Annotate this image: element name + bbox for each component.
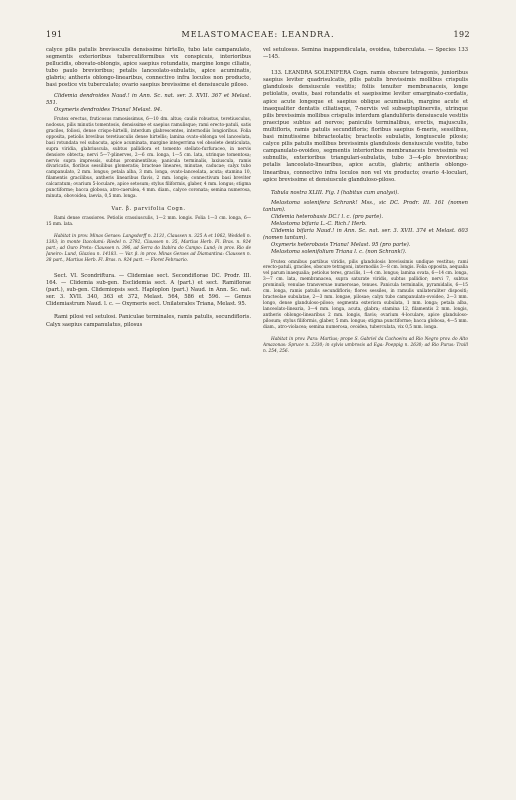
right-column (263, 47, 468, 800)
page-header (46, 30, 470, 42)
synonym-clidemia-bifaria: Clidemia bifaria Naud.! in Ann. Sc. nat. ser. 3. XVII. 374 et Melast. 603 (nomen tantum). (263, 228, 468, 242)
synonym-clidemia-heterobasis: Clidemia heterobasis DC.! l. c. (pro parte). (271, 213, 384, 220)
species-detailed-description: Frutex omnibus partibus viridis, pilis glandulosis brevissimis undique vestitus; rami erecto-patuli, graciles, obscure tetragoni, internodiis 3—8 cm. longis. Folia opposita, aequalia vel parum inaequalia; petiolus teres, gracilis, 1—4 cm. longus; lamina ovata, 6—14 cm. longa, 3—7 cm. lata, membranacea, supra saturate viridis, subtus pallidior; nervi 7, subtus prominuli; venulae transversae numerosae, tenues. Panicula terminalis, pyramidalis, 6—15 cm. longa, ramis patulis secundifloris; flores sessiles, in ramulis unilateraliter dispositi; bracteolae subulatae, 2—3 mm. longae, pilosae; calyx tubo campanulato-ovoideo, 2—3 mm. longo, dense glanduloso-piloso; segmenta exteriora subulata, 1 mm. longa; petala alba, lanceolato-linearia, 3—4 mm. longa, acuta, glabra; stamina 12, filamentis 2 mm. longis, antheris oblongo-linearibus 2 mm. longis, flavis; ovarium 4-loculare, apice glanduloso-pilosum; stylus filiformis, glaber, 5 mm. longus; stigma punctiforme; bacca globosa, 4—5 mm. diam., atro-violacea; semina numerosa, ovoidea, tuberculata, vix 0,5 mm. longa. (263, 259, 468, 331)
page-number-left: 191 (46, 30, 63, 39)
synonym-clidemia-dendroides: Clidemia dendroides Naud.! in Ann. Sc. nat. ser. 3. XVII. 367 et Melast. 551. (46, 92, 251, 106)
continued-paragraph: vel setulosus. Semina inappendiculata, ovoidea, tuberculata. — Species 133—145. (263, 47, 468, 61)
section-heading-paragraph: Sect. VI. Scondriftura. — Clidemiae sect. Secondiflorae DC. Prodr. III. 164. — Clidemia sub-gen. Esclidemia sect. A (part.) et sect. Ramiflorae (part.), sub-gen. Clidemiopsis sect. Haploplon (part.) Naud. in Ann. Sc. nat. ser. 3. XVII. 340, 363 et 372, Melast. 564, 586 et 596. — Genus Clidemiastrum Naud. l. c. — Oxymeris sect. Unilaterales Triana, Melast. 95. (46, 272, 251, 308)
synonym-melastoma-solenifera: Melastoma solenifera Schrank! Mss., sic DC. Prodr. III. 161 (nomen tantum). (263, 199, 468, 213)
detailed-description: Frutex erectus, fruticosus ramosissimus, 6—10 dm. altus; caulis robustus, teretiusculus, nodosus, pilis minutis tomentosis, densissime et saepius ramulisque; rami erecto-patuli, satis graciles, foliosi, dense crispo-hirtelli, interdum glabrescentes, internodiis longioribus. Folia opposita, petiolis brevibus teretiusculis dense hirtellis; lamina ovato-oblonga vel lanceolata, basi rotundata vel subacuta, apice acuminata, margine integerrima vel obsolete denticulata, supra viridia, glabriuscula, subtus pallidiora et tomento stellato-furfuraceo, in nervis densiore obtecta; nervi 5—7-plinerves, 2—6 cm. longa, 1—5 cm. lata, utrinque tomentosa; nervis supra impressis, subtus prominentibus; panicula terminalis, laxiuscula, ramis divaricatis, floribus sessilibus glomeratis; bracteae lineares, minutae, caducae; calyx tubo campanulato, 2 mm. longus; petala alba, 3 mm. longa, ovato-lanceolata, acuta; stamina 10, filamentis gracilibus, antheris linearibus flavis, 2 mm. longis; connectivum basi breviter calcaratum; ovarium 5-loculare, apice setosum; stylus filiformis, glaber, 4 mm. longus; stigma punctiforme; bacca globosa, atro-caerulea, 4 mm. diam., calyce coronata; semina numerosa, minuta, obovoidea, laevia, 0,5 mm. longa. (46, 116, 251, 200)
left-column (46, 47, 251, 800)
section-description: Rami pilosi vel setulosi. Paniculae terminales, ramis patulis, secundifloris. Calyx saepius campanulatus, pilosus (46, 314, 251, 328)
species-habitat: Habitat in prov. Para: Martius; prope S. Gabriel da Cachoeira ad Rio Negro prov. do Alto Amazonas: Spruce n. 2330; in sylvis umbrosis ad Ega: Poeppig n. 2630; ad Rio Purus: Traill n. 254, 256. (263, 336, 468, 354)
running-title: MELASTOMACEAE: LEANDRA. (181, 30, 335, 39)
variety-heading: Var. β. parvifolia Cogn. (111, 206, 186, 213)
synonym-oxymeris-dendroides: Oxymeris dendroides Triana! Melast. 94. (54, 106, 162, 113)
description-paragraph: calyce pilis patulis brevissculis densissime hirtello, tubo late campanulato, segmentis exterioribus tuberculiformibus vix conspicuis, interioribus pellucidis, obovato-oblongis, apice saepius rotundatis, margine longe ciliatis, tubo paulo brevioribus; petalis lanceolato-subulatis, apice acuminatis, glabris; antheris oblongo-linearibus, connectivo infra loculos non producto, basi postice vix tuberculato; ovario saepius brevissime et densiuscule piloso. (46, 47, 251, 89)
synonym-melastoma-solenifolium: Melastoma solenifolium Triana l. c. (non Schrank!). (271, 249, 407, 256)
species-diagnosis: 133. LEANDRA SOLENIFERA Cogn. ramis obscure tetragonis, junioribus saepius leviter quadrisulcatis, pilis patulis brevissimis mollibus crispulis glandulosis densiuscule vestitis; foliis tenuiter membranaceis, longe petiolatis, ovatis, basi rotundatis et saepissime leviter emarginato-cordatis, apice acute longeque et saepius oblique acuminatis, margine acute et inaequaliter dentatis ciliatisque, 7-nerviis vel subseptuplinerviis, utrinque pilis brevissimis mollibus crispulis interdum glanduliferis densiuscule vestitis praecipue subtus ad nervos; paniculis terminalibus, erectis, majusculis, multifloris, ramis patulis secundifloris; floribus saepius 6-meris, sessilibus, basi minutissime bibracteolatis; bracteolis subulatis, longiuscule pilosis; calyce pilis patulis mollibus brevissimis glandulosis densiuscule vestito, tubo campanulato-ovoideo, segmentis interioribus membranaceis brevissimis vel subnullis, exterioribus triangulari-subulatis, tubo 3—4-plo brevioribus; petalis lanceolato-linearibus, apice acutis, glabris; antheris oblongo-linearibus, connectivo infra loculos non vel vix producto; ovario 4-loculari, apice brevissime et densiuscule glanduloso-piloso. (263, 70, 468, 183)
habitat-paragraph: Habitat in prov. Minas Geraes: Langsdorff n. 2131, Claussen n. 325 A et 1062, Weddell n. 1383; in monte Itacolumi: Riedel n. 2792, Claussen n. 35, Martius Herb. Fl. Bras. n. 924 part.; ad Ouro Preto: Claussen n. 396, ad Serra do Itabira do Campo: Lund; in prov. Rio de Janeiro: Lund, Glaziou n. 14183. — Var. β. in prov. Minas Geraes ad Diamantina: Claussen n. 38 part., Martius Herb. Fl. Bras. n. 924 part. — Floret Februario. (46, 234, 251, 263)
page-number-right: 192 (453, 30, 470, 39)
plate-reference: Tabula nostra XLIII. Fig. I (habitus cum analysi). (271, 189, 399, 196)
synonym-melastoma-bifaria: Melastoma bifaria L.-C. Rich.! Herb. (271, 221, 367, 228)
variety-description: Rami dense crassiores. Petiolis crassiusculis, 1—2 mm. longis. Folia 1—3 cm. longa, 6—15 mm. lata. (46, 216, 251, 228)
synonym-oxymeris-heterobasis: Oxymeris heterobasis Triana! Melast. 95 (pro parte). (271, 242, 411, 249)
